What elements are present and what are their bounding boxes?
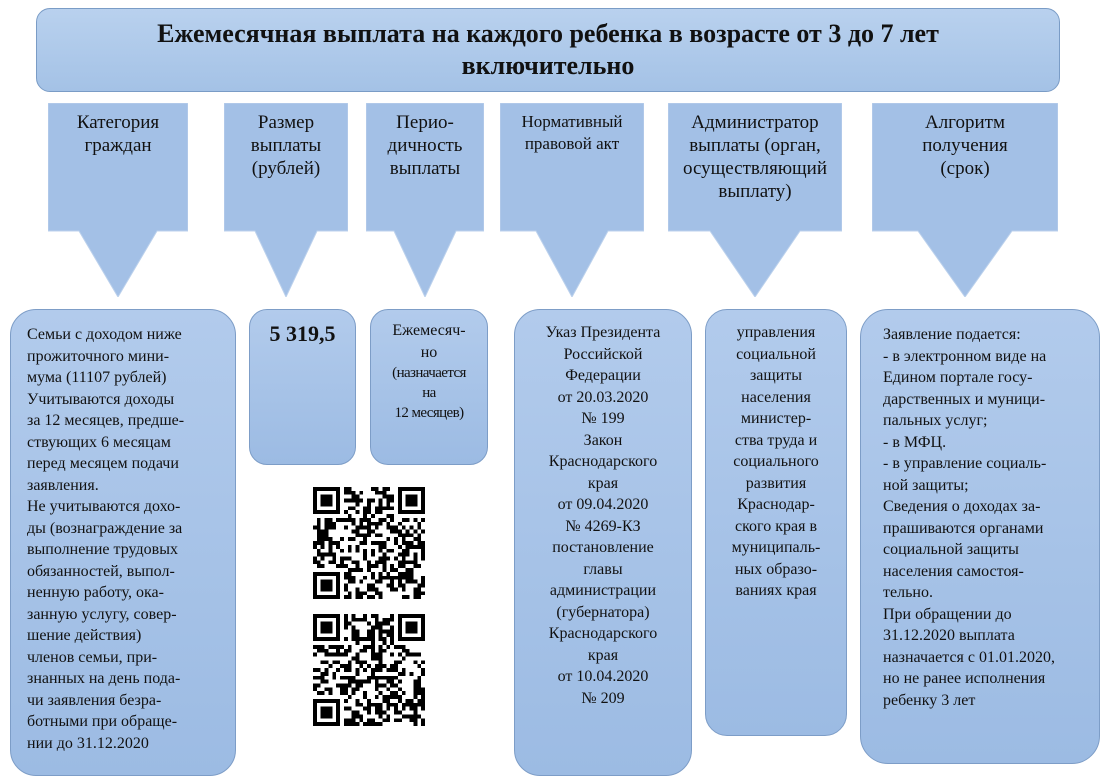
qr-code-image [313, 487, 425, 599]
header-administrator: Администратор выплаты (орган, осуществляющий выплату) [682, 112, 828, 202]
header-legal-act: Нормативный правовой акт [521, 112, 623, 153]
header-periodicity: Перио- дичность выплаты [387, 112, 463, 179]
category-box [10, 309, 236, 776]
legal-act-box [514, 309, 692, 776]
header-arrow-algorithm [872, 103, 1058, 297]
legal-act-text: Указ Президента Российской Федерации от 20.03.2020 № 199 Закон Краснодарского края от 09.04.2020 № 4269-КЗ постановление главы администрации (губернатора) Краснодарского края от 10.04.2020 № 209 [545, 324, 661, 707]
administrator-text: управления социальной защиты населения министер- ства труда и социального развития Краснодар- ского края в муниципаль- ных образо- ваниях края [731, 324, 821, 599]
amount-value: 5 319,5 [269, 321, 336, 346]
header-arrow-legal-act [500, 103, 644, 297]
header-arrow-administrator [668, 103, 842, 297]
header-arrow-periodicity [366, 103, 484, 297]
amount-box [249, 309, 356, 465]
qr-code-image [313, 614, 425, 726]
periodicity-text: Ежемесяч- но [392, 322, 466, 361]
header-arrow-category [48, 103, 188, 297]
algorithm-box [860, 309, 1100, 764]
header-category: Категория граждан [76, 112, 160, 156]
header-algorithm: Алгоритм получения (срок) [922, 112, 1008, 179]
page-title: Ежемесячная выплата на каждого ребенка в возрасте от 3 до 7 лет включительно [36, 8, 1060, 92]
algorithm-text: Заявление подается: - в электронном виде на Едином портале госу- дарственных и муници- пальных услуг; - в МФЦ. - в управление социаль- ной защиты; Сведения о доходах за- прашиваются органами социальной защиты населения самостоя- тельно. При обращении до 31.12.2020 выплата назначается с 01.01.2020, но не ранее исполнения ребенку 3 лет [883, 326, 1056, 709]
qr-code-bottom[interactable] [313, 614, 425, 726]
periodicity-note: (назначается на 12 месяцев) [392, 365, 466, 421]
category-text: Семьи с доходом ниже прожиточного мини- мума (11107 рублей) Учитываются доходы за 12 месяцев, предше- ствующих 6 месяцам перед месяцем подачи заявления. Не учитываются дохо- ды (вознаграждение за выполнение трудовых обязанностей, выпол- ненную работу, ока- занную услугу, совер- шение действия) членов семьи, при- знанных на день пода- чи заявления безра- ботными при обраще- нии до 31.12.2020 [27, 326, 185, 752]
header-amount: Размер выплаты (рублей) [250, 112, 322, 179]
qr-code-top[interactable] [313, 487, 425, 599]
header-arrow-amount [224, 103, 348, 297]
administrator-box [705, 309, 847, 736]
periodicity-box [370, 309, 488, 465]
